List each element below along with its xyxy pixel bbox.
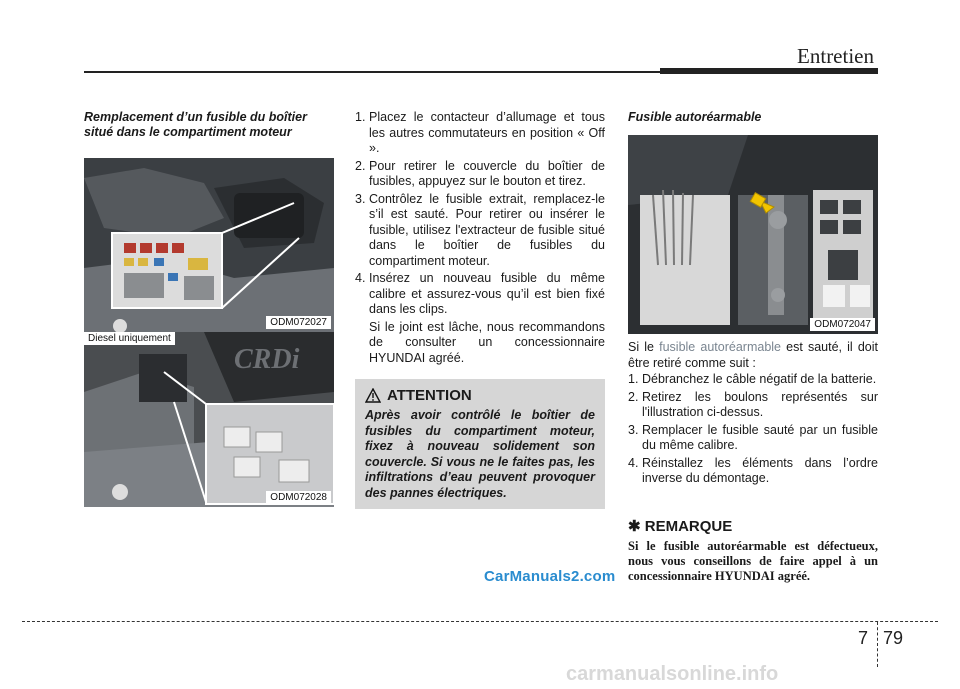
- section-subtitle: Fusible autoréarmable: [628, 110, 762, 124]
- column-right: [628, 110, 878, 489]
- step-text: Remplacer le fusible sauté par un fusible du même calibre.: [642, 422, 878, 452]
- diesel-engine-illustration: [84, 332, 334, 507]
- section-subtitle: Remplacement d’un fusible du boîtier situé dans le compartiment moteur: [84, 110, 307, 139]
- photo-code: ODM072027: [266, 316, 331, 329]
- step-item: [355, 192, 605, 270]
- step-item: [355, 271, 605, 318]
- remarque-header: [628, 517, 878, 535]
- attention-text: Après avoir contrôlé le boîtier de fusibles du compartiment moteur, fixez à nouveau solidement son couvercle. Si vous ne le faites pas, les infiltrations d’eau peuvent provoquer des pannes électriques.: [365, 408, 595, 500]
- column-left: [84, 110, 334, 507]
- header-rule-accent: [660, 68, 878, 74]
- fuse-box-closeup-illustration: [628, 135, 878, 334]
- intro-suffix: est sauté, il doit être retiré comme suit :: [628, 340, 878, 370]
- chapter-title: Entretien: [797, 44, 874, 68]
- warning-triangle-icon: [365, 388, 381, 403]
- step-number: 2.: [355, 158, 366, 173]
- step-text: Retirez les boulons représentés sur l'illustration ci-dessus.: [642, 389, 878, 419]
- step-item: [355, 110, 605, 157]
- step-text: Réinstallez les éléments dans l’ordre inverse du démontage.: [642, 455, 878, 485]
- step-number: 4.: [628, 455, 639, 470]
- footer-rule: [22, 621, 938, 622]
- step-number: 3.: [628, 422, 639, 437]
- step-text: Insérez un nouveau fusible du même calibre et assurez-vous qu’il est bien fixé dans les clips.: [369, 271, 605, 316]
- remarque-box: [628, 517, 878, 584]
- seal-note: Si le joint est lâche, nous recommandons de consulter un concessionnaire HYUNDAI agréé.: [369, 319, 605, 365]
- step-text: Placez le contacteur d’allumage et tous les autres commutateurs en position « Off ».: [369, 110, 605, 155]
- step-text: Débranchez le câble négatif de la batterie.: [642, 372, 877, 386]
- remarque-title: REMARQUE: [644, 518, 733, 535]
- remarque-text: Si le fusible autoréarmable est défectueux, nous vous conseillons de faire appel à un concessionnaire HYUNDAI agréé.: [628, 539, 878, 583]
- page-number: 79: [883, 628, 904, 648]
- step-number: 1.: [628, 372, 639, 386]
- attention-title: ATTENTION: [387, 387, 472, 404]
- diesel-only-tag: Diesel uniquement: [84, 332, 175, 345]
- intro-paragraph: [628, 340, 878, 371]
- step-item: [355, 159, 605, 190]
- step-item: [628, 372, 878, 388]
- column-middle: [355, 110, 605, 366]
- diesel-fuse-box-photo: [84, 332, 334, 507]
- step-item: [628, 390, 878, 421]
- instruction-steps: [355, 110, 605, 366]
- photo-code: ODM072047: [810, 318, 875, 331]
- step-number: 1.: [355, 110, 366, 124]
- engine-fuse-box-photo: [84, 158, 334, 332]
- step-text: Pour retirer le couvercle du boîtier de fusibles, appuyez sur le bouton et tirez.: [369, 158, 605, 188]
- header-rule: [84, 71, 660, 73]
- watermark-site[interactable]: carmanualsonline.info: [566, 663, 779, 685]
- step-number: 3.: [355, 191, 366, 206]
- photo-code: ODM072028: [266, 491, 331, 504]
- step-number: 2.: [628, 389, 639, 404]
- page-number-divider: [877, 622, 878, 667]
- chapter-number: 7: [858, 628, 869, 648]
- instruction-steps: [628, 372, 878, 487]
- intro-prefix: Si le: [628, 340, 654, 354]
- engine-bay-illustration: [84, 158, 334, 332]
- multi-fuse-photo: [628, 135, 878, 334]
- attention-header: [365, 387, 595, 404]
- intro-highlight: fusible autoréarmable: [659, 340, 781, 354]
- step-item: [628, 456, 878, 487]
- watermark-link[interactable]: CarManuals2.com: [484, 568, 616, 585]
- attention-box: [355, 379, 605, 509]
- step-text: Contrôlez le fusible extrait, remplacez-le s’il est sauté. Pour retirer ou insérer le fusible, utilisez l'extracteur de fusible situé dans le boîtier de fusibles du compartiment moteur.: [369, 191, 605, 268]
- step-item: [628, 423, 878, 454]
- svg-text:CRDi: CRDi: [234, 344, 300, 375]
- cross-mark-icon: ✱: [628, 518, 641, 535]
- step-number: 4.: [355, 271, 366, 285]
